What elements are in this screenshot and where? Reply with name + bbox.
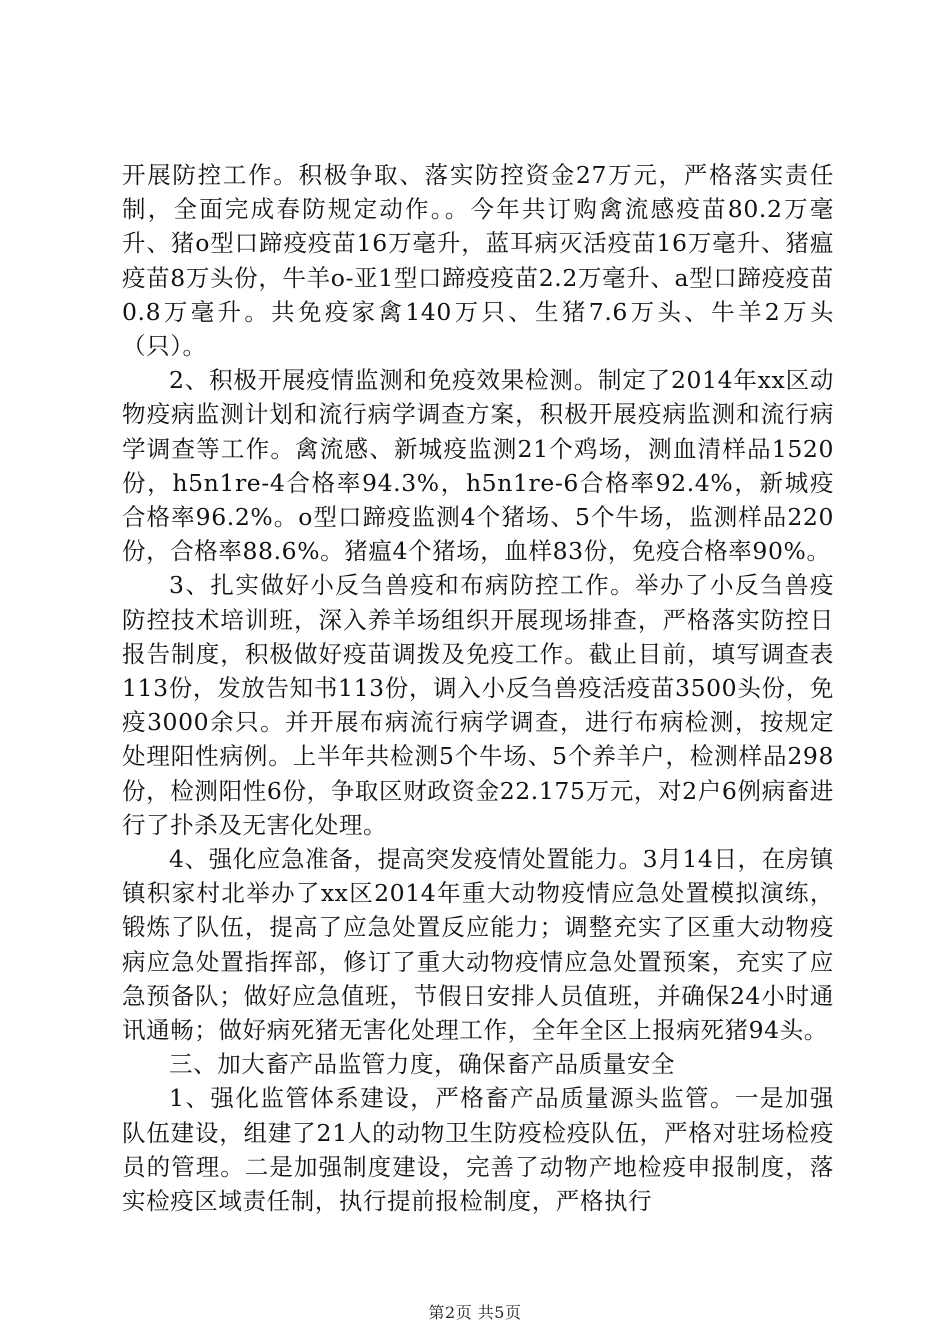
paragraph-epidemic-monitoring: 2、积极开展疫情监测和免疫效果检测。制定了2014年xx区动物疫病监测计划和流行病学调查方案，积极开展疫病监测和流行病学调查等工作。禽流感、新城疫监测21个鸡场，测血清样品1520份，h5n1re-4合格率94.3%，h5n1re-6合格率92.4%，新城疫合格率96.2%。o型口蹄疫监测4个猪场、5个牛场，监测样品220份，合格率88.6%。猪瘟4个猪场，血样83份，免疫合格率90%。: [122, 366, 834, 566]
page-footer: 第2页 共5页: [428, 1303, 522, 1322]
paragraph-supervision-system: 1、强化监管体系建设，严格畜产品质量源头监管。一是加强队伍建设，组建了21人的动物卫生防疫检疫队伍，严格对驻场检疫员的管理。二是加强制度建设，完善了动物产地检疫申报制度，落实检疫区域责任制，执行提前报检制度，严格执行: [122, 1084, 834, 1216]
section-heading-product-supervision: 三、加大畜产品监管力度，确保畜产品质量安全: [169, 1050, 676, 1079]
paragraph-ppr-brucellosis: 3、扎实做好小反刍兽疫和布病防控工作。举办了小反刍兽疫防控技术培训班，深入养羊场组织开展现场排查，严格落实防控日报告制度，积极做好疫苗调拨及免疫工作。截止目前，填写调查表113份，发放告知书113份，调入小反刍兽疫活疫苗3500头份，免疫3000余只。并开展布病流行病学调查，进行布病检测，按规定处理阳性病例。上半年共检测5个牛场、5个养羊户，检测样品298份，检测阳性6份，争取区财政资金22.175万元，对2户6例病畜进行了扑杀及无害化处理。: [122, 571, 834, 839]
paragraph-continued: 开展防控工作。积极争取、落实防控资金27万元，严格落实责任制，全面完成春防规定动作。。今年共订购禽流感疫苗80.2万毫升、猪o型口蹄疫疫苗16万毫升，蓝耳病灭活疫苗16万毫升、猪瘟疫苗8万头份，牛羊o-亚1型口蹄疫疫苗2.2万毫升、a型口蹄疫疫苗0.8万毫升。共免疫家禽140万只、生猪7.6万头、牛羊2万头（只）。: [122, 161, 834, 361]
paragraph-emergency-preparedness: 4、强化应急准备，提高突发疫情处置能力。3月14日，在房镇镇积家村北举办了xx区2014年重大动物疫情应急处置模拟演练，锻炼了队伍，提高了应急处置反应能力；调整充实了区重大动物疫病应急处置指挥部，修订了重大动物疫情应急处置预案，充实了应急预备队；做好应急值班，节假日安排人员值班，并确保24小时通讯通畅；做好病死猪无害化处理工作，全年全区上报病死猪94头。: [122, 845, 834, 1045]
document-body: [122, 158, 834, 1218]
